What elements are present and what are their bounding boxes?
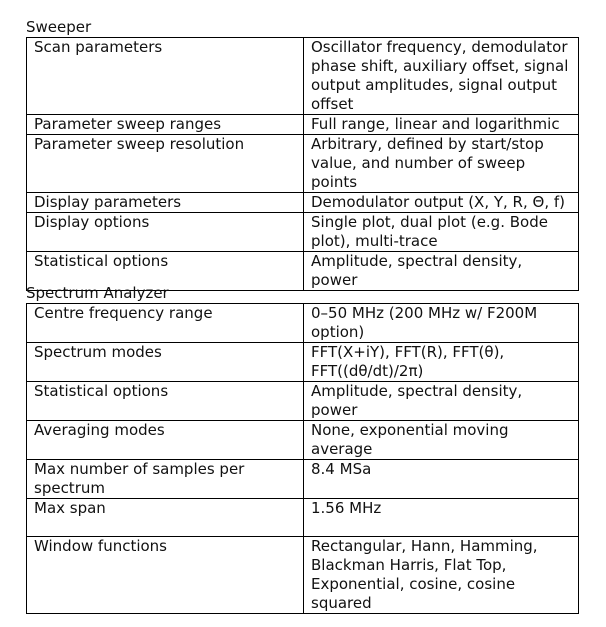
table-row — [27, 38, 579, 115]
spec-label: Display parameters — [27, 193, 304, 213]
spec-label: Max span — [27, 499, 304, 537]
spec-label: Statistical options — [27, 382, 304, 421]
table-row — [27, 135, 579, 193]
spec-label: Max number of samples per spectrum — [27, 460, 304, 499]
spec-value: Oscillator frequency, demodulator phase shift, auxiliary offset, signal output amplitudes, signal output offset — [304, 38, 579, 115]
sweeper-spec-table — [26, 37, 579, 291]
spec-label: Spectrum modes — [27, 343, 304, 382]
spec-label: Window functions — [27, 537, 304, 614]
spectrum-analyzer-spec-table — [26, 303, 579, 614]
table-row — [27, 499, 579, 537]
spec-label: Statistical options — [27, 252, 304, 291]
table-row — [27, 460, 579, 499]
spec-label: Parameter sweep ranges — [27, 115, 304, 135]
sweeper-section-title: Sweeper — [26, 18, 92, 36]
spec-value: Amplitude, spectral density, power — [304, 252, 579, 291]
table-row — [27, 213, 579, 252]
spec-value: Amplitude, spectral density, power — [304, 382, 579, 421]
spec-value: Single plot, dual plot (e.g. Bode plot), multi-trace — [304, 213, 579, 252]
table-row — [27, 343, 579, 382]
spec-label: Centre frequency range — [27, 304, 304, 343]
spec-value: Arbitrary, defined by start/stop value, and number of sweep points — [304, 135, 579, 193]
spec-value: Rectangular, Hann, Hamming, Blackman Harris, Flat Top, Exponential, cosine, cosine squared — [304, 537, 579, 614]
table-row — [27, 382, 579, 421]
spec-value: 8.4 MSa — [304, 460, 579, 499]
table-row — [27, 304, 579, 343]
spec-value: None, exponential moving average — [304, 421, 579, 460]
spec-label: Scan parameters — [27, 38, 304, 115]
spec-value: Demodulator output (X, Y, R, Θ, f) — [304, 193, 579, 213]
spec-value: 0–50 MHz (200 MHz w/ F200M option) — [304, 304, 579, 343]
spec-value: FFT(X+iY), FFT(R), FFT(θ), FFT((dθ/dt)/2π) — [304, 343, 579, 382]
spec-label: Display options — [27, 213, 304, 252]
spec-label: Parameter sweep resolution — [27, 135, 304, 193]
spectrum-analyzer-section-title: Spectrum Analyzer — [26, 284, 169, 302]
table-row — [27, 115, 579, 135]
table-row — [27, 193, 579, 213]
table-row — [27, 537, 579, 614]
spec-label: Averaging modes — [27, 421, 304, 460]
spec-value: Full range, linear and logarithmic — [304, 115, 579, 135]
table-row — [27, 421, 579, 460]
spec-value: 1.56 MHz — [304, 499, 579, 537]
